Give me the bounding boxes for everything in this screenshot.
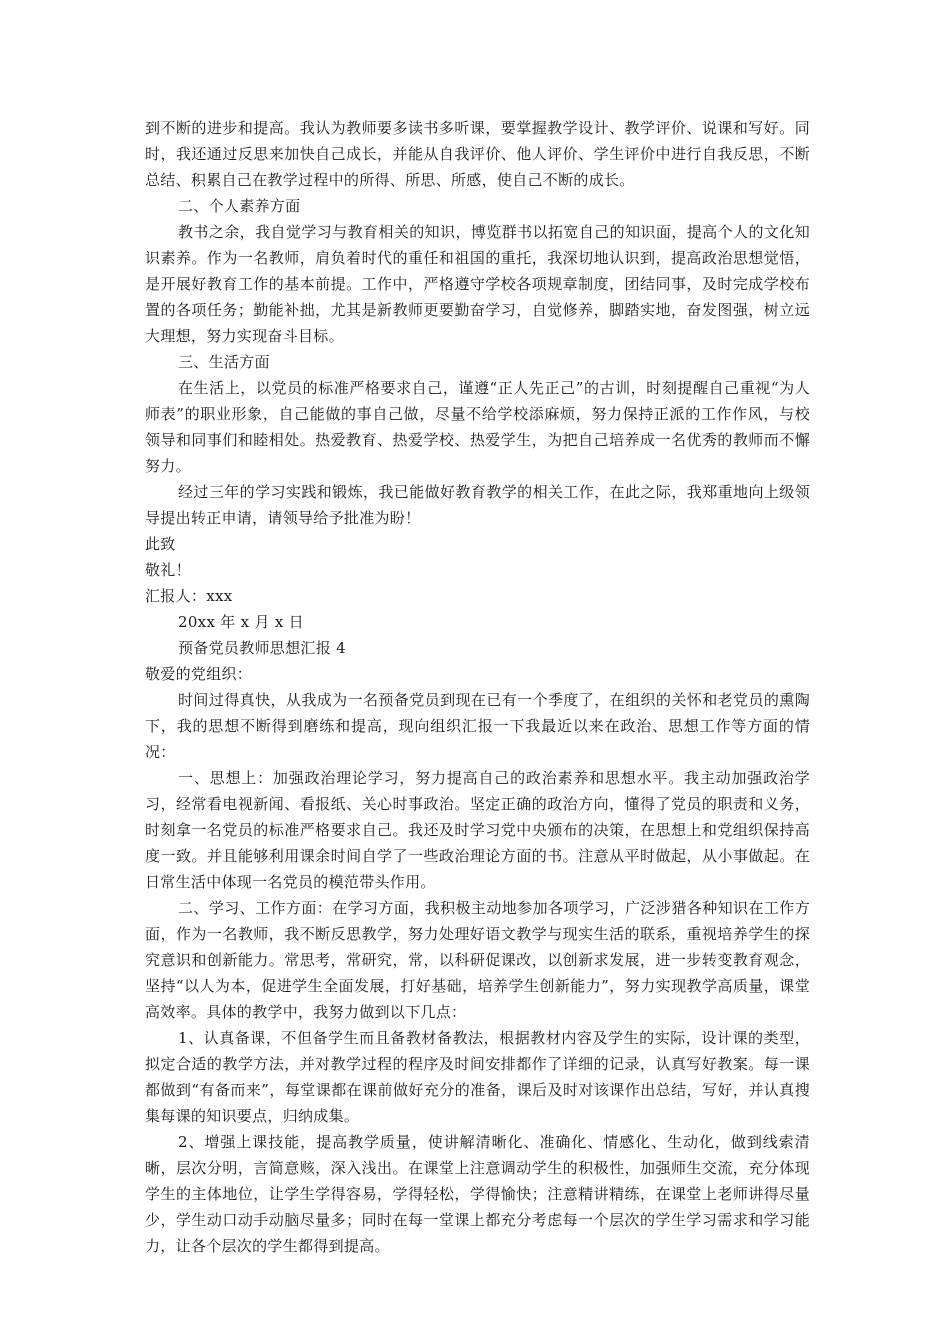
closing-cizhi: 此致 [145,535,176,553]
document-page [145,115,810,1259]
report-title-4: 预备党员教师思想汇报 4 [178,639,346,657]
date-line: 20xx 年 x 月 x 日 [178,613,304,631]
para-personal: 教书之余，我自觉学习与教育相关的知识，博览群书以拓宽自己的知识面，提高个人的文化知识素养。作为一名教师，肩负着时代的重任和祖国的重托，我深切地认识到，提高政治思想觉悟，是开展好教育工作的基本前提。工作中，严格遵守学校各项规章制度，团结同事，及时完成学校布置的各项任务；勤能补拙，尤其是新教师更要勤奋学习，自觉修养，脚踏实地，奋发图强，树立远大理想，努力实现奋斗目标。 [145,223,810,345]
closing-jingli: 敬礼！ [145,561,191,579]
section-heading-personal: 二、个人素养方面 [178,197,301,215]
reporter-line: 汇报人：xxx [145,587,233,605]
para-point-2: 2、增强上课技能，提高教学质量，使讲解清晰化、准确化、情感化、生动化，做到线索清晰，层次分明，言简意赅，深入浅出。在课堂上注意调动学生的积极性，加强师生交流，充分体现学生的主体地位，让学生学得容易，学得轻松，学得愉快；注意精讲精练，在课堂上老师讲得尽量少，学生动口动手动脑尽量多；同时在每一堂课上都充分考虑每一个层次的学生学习需求和学习能力，让各个层次的学生都得到提高。 [145,1133,810,1255]
para-study-work: 二、学习、工作方面：在学习方面，我积极主动地参加各项学习，广泛涉猎各种知识在工作方面，作为一名教师，我不断反思教学，努力处理好语文教学与现实生活的联系，重视培养学生的探究意识和创新能力。常思考，常研究，常，以科研促课改，以创新求发展，进一步转变教育观念，坚持“以人为本，促进学生全面发展，打好基础，培养学生创新能力”，努力实现教学高质量，课堂高效率。具体的教学中，我努力做到以下几点： [145,899,810,1021]
para-continuation: 到不断的进步和提高。我认为教师要多读书多听课，要掌握教学设计、教学评价、说课和写好。同时，我还通过反思来加快自己成长，并能从自我评价、他人评价、学生评价中进行自我反思，不断总结、积累自己在教学过程中的所得、所思、所感，使自己不断的成长。 [145,119,810,189]
para-life: 在生活上，以党员的标准严格要求自己，谨遵“正人先正己”的古训，时刻提醒自己重视“为人师表”的职业形象，自己能做的事自己做，尽量不给学校添麻烦，努力保持正派的工作作风，与校领导和同事们和睦相处。热爱教育、热爱学校、热爱学生，为把自己培养成一名优秀的教师而不懈努力。 [145,379,810,475]
salutation: 敬爱的党组织： [145,665,253,683]
para-thought: 一、思想上：加强政治理论学习，努力提高自己的政治素养和思想水平。我主动加强政治学习，经常看电视新闻、看报纸、关心时事政治。坚定正确的政治方向，懂得了党员的职责和义务，时刻拿一名党员的标准严格要求自己。我还及时学习党中央颁布的决策，在思想上和党组织保持高度一致。并且能够利用课余时间自学了一些政治理论方面的书。注意从平时做起，从小事做起。在日常生活中体现一名党员的模范带头作用。 [145,769,810,891]
para-point-1: 1、认真备课，不但备学生而且备教材备教法，根据教材内容及学生的实际，设计课的类型，拟定合适的教学方法，并对教学过程的程序及时间安排都作了详细的记录，认真写好教案。每一课都做到“有备而来”，每堂课都在课前做好充分的准备，课后及时对该课作出总结，写好，并认真搜集每课的知识要点，归纳成集。 [145,1029,810,1125]
section-heading-life: 三、生活方面 [178,353,270,371]
para-request: 经过三年的学习实践和锻炼，我已能做好教育教学的相关工作，在此之际，我郑重地向上级领导提出转正申请，请领导给予批准为盼！ [145,483,810,527]
para-intro: 时间过得真快，从我成为一名预备党员到现在已有一个季度了，在组织的关怀和老党员的熏陶下，我的思想不断得到磨练和提高，现向组织汇报一下我最近以来在政治、思想工作等方面的情况： [145,691,810,761]
